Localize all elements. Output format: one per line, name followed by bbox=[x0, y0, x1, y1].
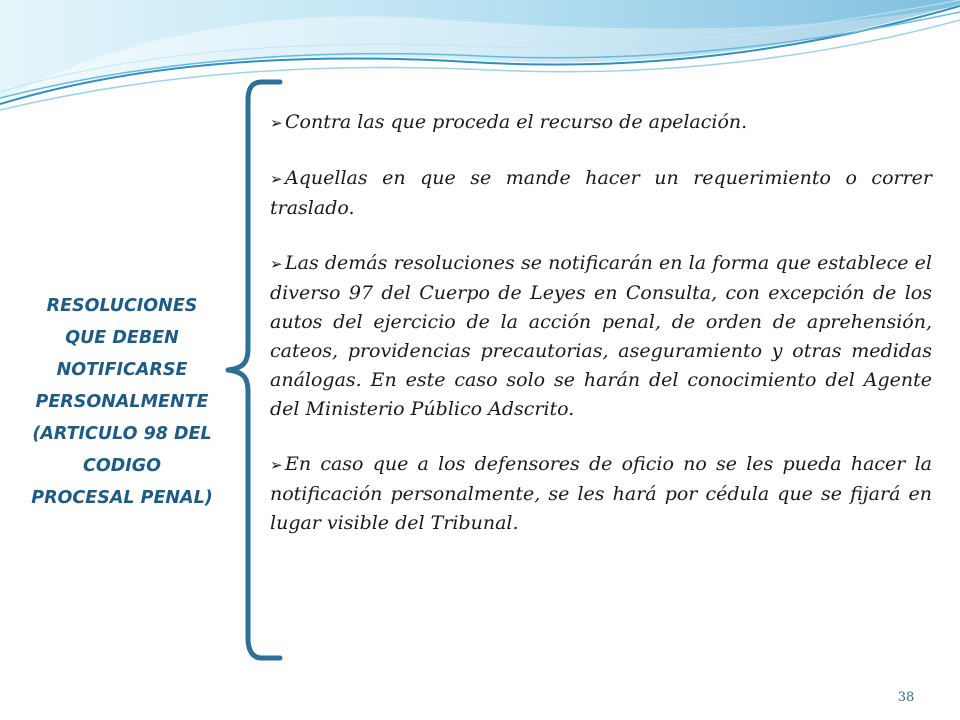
slide-title-line: RESOLUCIONES bbox=[46, 296, 198, 316]
slide-title-line: QUE DEBEN bbox=[65, 328, 179, 348]
bullet-text: Las demás resoluciones se notificarán en la forma que establece el diverso 97 del Cuerpo de Leyes en Consulta, con excepción de los autos del ejercicio de la acción penal, de orden de aprehensión, cateos, providencias precautorias, aseguramiento y otras medidas análogas. En este caso solo se harán del conocimiento del Agente del Ministerio Público Adscrito. bbox=[270, 252, 932, 420]
bullet-item bbox=[270, 249, 932, 424]
page-number: 38 bbox=[897, 690, 915, 705]
bullet-item bbox=[270, 108, 932, 138]
slide-title-line: PERSONALMENTE bbox=[35, 392, 209, 412]
arrowhead-bullet-icon: ➢ bbox=[270, 170, 283, 188]
slide-title-line: CODIGO bbox=[83, 456, 161, 476]
bullet-text: Aquellas en que se mande hacer un requerimiento o correr traslado. bbox=[270, 167, 932, 219]
bullet-list bbox=[270, 108, 932, 564]
bullet-item bbox=[270, 450, 932, 538]
bullet-text: En caso que a los defensores de oficio no se les pueda hacer la notificación personalmente, se les hará por cédula que se fijará en lugar visible del Tribunal. bbox=[270, 453, 932, 534]
arrowhead-bullet-icon: ➢ bbox=[270, 456, 283, 474]
bullet-item bbox=[270, 164, 932, 223]
slide-title bbox=[14, 290, 230, 514]
bullet-text: Contra las que proceda el recurso de apelación. bbox=[285, 111, 748, 133]
slide-title-line: (ARTICULO 98 DEL bbox=[32, 424, 212, 444]
slide-title-line: NOTIFICARSE bbox=[56, 360, 188, 380]
slide-title-line: PROCESAL PENAL) bbox=[31, 488, 213, 508]
arrowhead-bullet-icon: ➢ bbox=[270, 114, 283, 132]
arrowhead-bullet-icon: ➢ bbox=[270, 255, 283, 273]
